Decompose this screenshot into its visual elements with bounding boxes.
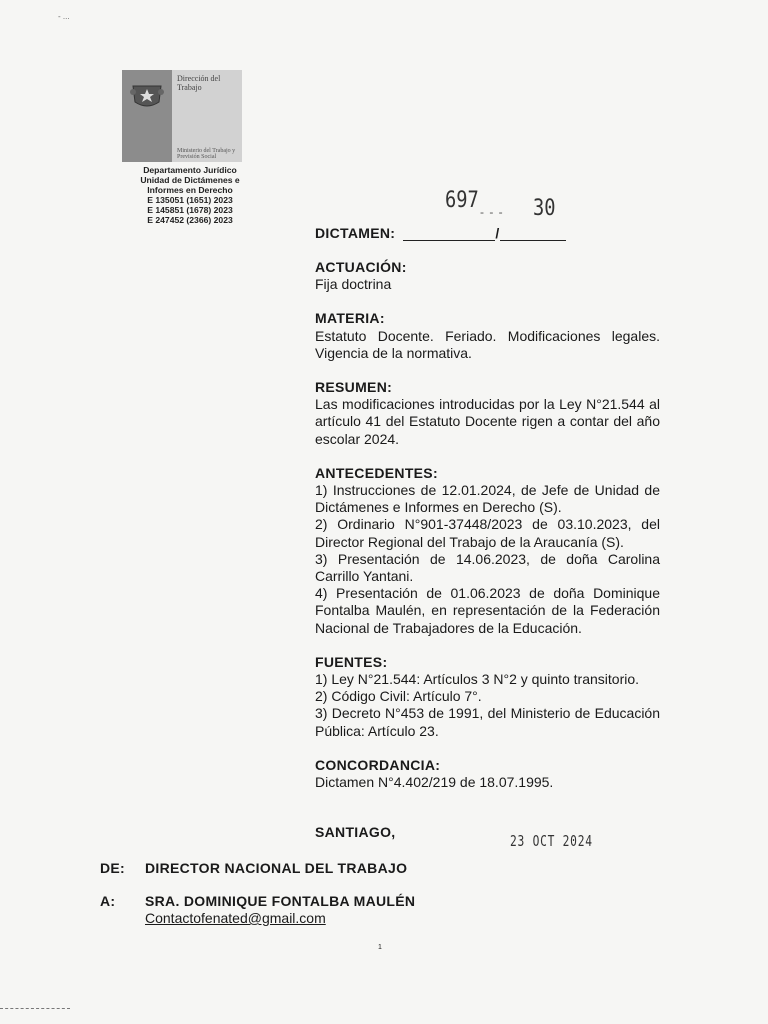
coat-of-arms-icon bbox=[129, 80, 165, 110]
section-body: Las modificaciones introducidas por la Ley N°21.544 al artículo 41 del Estatuto Docente rigen a contar del año escolar 2024. bbox=[315, 396, 660, 447]
dictamen-content bbox=[315, 259, 660, 808]
logo-text-line1: Dirección del bbox=[177, 74, 221, 83]
list-item: 1) Instrucciones de 12.01.2024, de Jefe de Unidad de Dictámenes e Informes en Derecho (S). bbox=[315, 482, 660, 516]
section-heading: FUENTES: bbox=[315, 653, 388, 670]
department-ref1: E 135051 (1651) 2023 bbox=[147, 195, 233, 205]
section-concordancia bbox=[315, 757, 660, 791]
section-heading: ANTECEDENTES: bbox=[315, 464, 438, 481]
date-stamp: 23 OCT 2024 bbox=[510, 832, 593, 850]
department-ref2: E 145851 (1678) 2023 bbox=[147, 205, 233, 215]
section-body: Estatuto Docente. Feriado. Modificaciones legales. Vigencia de la normativa. bbox=[315, 327, 660, 361]
list-item: 2) Código Civil: Artículo 7°. bbox=[315, 688, 482, 705]
dictamen-year-line bbox=[500, 226, 566, 241]
logo-text-line2: Trabajo bbox=[177, 83, 202, 92]
list-item: 2) Ordinario N°901-37448/2023 de 03.10.2023, del Director Regional del Trabajo de la Araucanía (S). bbox=[315, 516, 660, 550]
dictamen-label: DICTAMEN: bbox=[315, 225, 396, 241]
stamp-year: 30 bbox=[533, 196, 556, 221]
page-number: 1 bbox=[378, 944, 382, 951]
department-block bbox=[122, 165, 258, 225]
department-line3: Informes en Derecho bbox=[147, 185, 233, 195]
section-heading: ACTUACIÓN: bbox=[315, 259, 407, 275]
logo-footer: Ministerio del Trabajo y Previsión Social bbox=[177, 148, 236, 160]
place-label: SANTIAGO, bbox=[315, 824, 396, 840]
section-body: Dictamen N°4.402/219 de 18.07.1995. bbox=[315, 774, 554, 791]
section-fuentes bbox=[315, 654, 660, 740]
department-line1: Departamento Jurídico bbox=[143, 165, 237, 175]
section-body: Fija doctrina bbox=[315, 276, 392, 293]
list-item: 3) Decreto N°453 de 1991, del Ministerio de Educación Pública: Artículo 23. bbox=[315, 705, 660, 739]
list-item: 1) Ley N°21.544: Artículos 3 N°2 y quinto transitorio. bbox=[315, 671, 640, 688]
scan-edge-line bbox=[0, 1008, 70, 1009]
department-line2: Unidad de Dictámenes e bbox=[140, 175, 240, 185]
from-value: DIRECTOR NACIONAL DEL TRABAJO bbox=[145, 860, 408, 876]
institution-logo bbox=[122, 70, 242, 162]
dictamen-separator: / bbox=[495, 225, 500, 241]
section-heading: CONCORDANCIA: bbox=[315, 756, 441, 773]
section-resumen bbox=[315, 379, 660, 448]
to-label: A: bbox=[100, 893, 116, 909]
recipient-email[interactable]: Contactofenated@gmail.com bbox=[145, 910, 326, 926]
scan-artifact: - ... bbox=[58, 12, 70, 21]
section-materia bbox=[315, 310, 660, 362]
section-heading: RESUMEN: bbox=[315, 379, 393, 396]
section-antecedentes bbox=[315, 465, 660, 637]
dictamen-number-line bbox=[403, 226, 495, 241]
list-item: 4) Presentación de 01.06.2023 de doña Dominique Fontalba Maulén, en representación de la Federación Nacional de Trabajadores de la Educación. bbox=[315, 585, 660, 636]
dictamen-row bbox=[315, 225, 566, 241]
logo-text bbox=[177, 74, 220, 92]
department-ref3: E 247452 (2366) 2023 bbox=[147, 215, 233, 225]
section-actuacion bbox=[315, 259, 660, 293]
to-value: SRA. DOMINIQUE FONTALBA MAULÉN bbox=[145, 893, 416, 909]
section-heading: MATERIA: bbox=[315, 310, 385, 327]
stamp-dashes: - - - bbox=[480, 205, 504, 219]
list-item: 3) Presentación de 14.06.2023, de doña Carolina Carrillo Yantani. bbox=[315, 550, 660, 585]
stamp-number: 697 bbox=[445, 188, 479, 213]
from-label: DE: bbox=[100, 860, 126, 876]
